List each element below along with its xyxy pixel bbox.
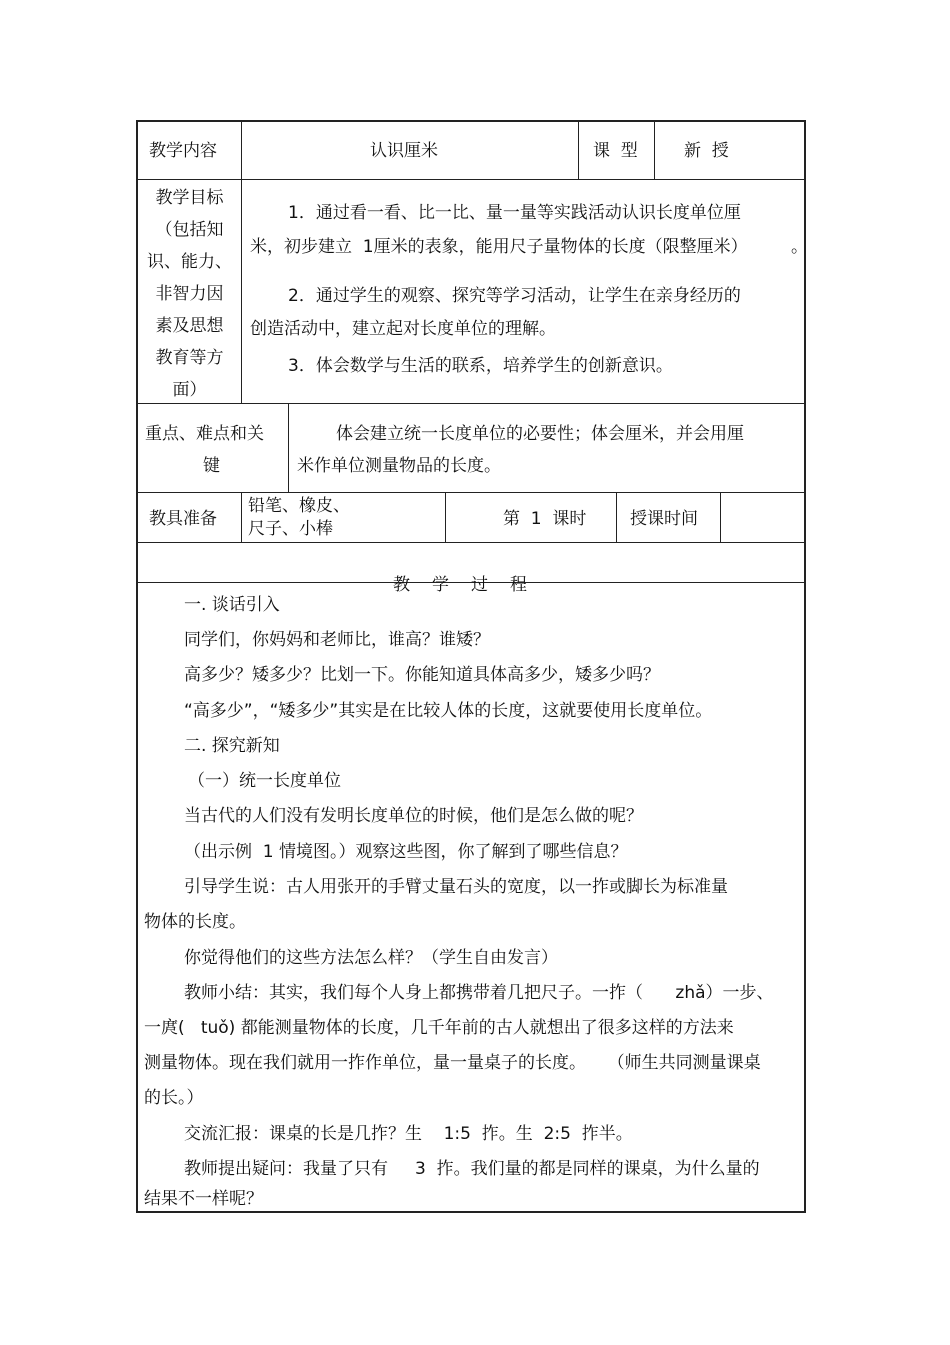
column-divider	[445, 492, 446, 542]
column-divider	[288, 403, 289, 492]
process-line: （一）统一长度单位	[188, 771, 341, 791]
process-line: 同学们，你妈妈和老师比，谁高？谁矮？	[184, 630, 490, 650]
content-value: 认识厘米	[370, 141, 438, 161]
key-points-label: 重点、难点和关	[145, 424, 264, 444]
process-title: 教学过程	[393, 575, 549, 595]
tools-value: 铅笔、橡皮、	[248, 496, 350, 516]
content-label: 教学内容	[149, 141, 217, 161]
goal-line: 。	[791, 237, 808, 257]
goals-label	[138, 182, 241, 406]
process-line: 一庹( tuǒ) 都能测量物体的长度，几千年前的古人就想出了很多这样的方法来	[144, 1018, 734, 1038]
process-line: 当古代的人们没有发明长度单位的时候，他们是怎么做的呢？	[184, 806, 643, 826]
lesson-count: 第 1 课时	[503, 509, 587, 529]
process-line: “高多少”，“矮多少”其实是在比较人体的长度，这就要使用长度单位。	[184, 701, 713, 721]
process-line: 引导学生说：古人用张开的手臂丈量石头的宽度，以一拃或脚长为标准量	[184, 877, 728, 897]
key-points-line: 体会建立统一长度单位的必要性；体会厘米，并会用厘	[336, 424, 744, 444]
key-points-label: 键	[203, 456, 220, 476]
process-line: 的长。）	[144, 1088, 204, 1108]
goals-label-line: 教育等方	[155, 348, 224, 368]
lesson-plan-table	[136, 120, 806, 1213]
process-line: 你觉得他们的这些方法怎么样？（学生自由发言）	[184, 948, 558, 968]
goals-label-line: 素及思想	[155, 316, 224, 336]
row-divider	[138, 179, 804, 180]
process-line: 高多少？矮多少？比划一下。你能知道具体高多少，矮多少吗？	[184, 665, 660, 685]
process-line: 教师提出疑问：我量了只有 3 拃。我们量的都是同样的课桌，为什么量的	[184, 1159, 760, 1179]
process-line: 二. 探究新知	[184, 736, 280, 756]
column-divider	[616, 492, 617, 542]
row-divider	[138, 542, 804, 543]
column-divider	[241, 122, 242, 403]
tools-label: 教具准备	[149, 509, 217, 529]
process-line: 教师小结：其实，我们每个人身上都携带着几把尺子。一拃（ zhǎ）一步、	[184, 983, 774, 1003]
row-divider	[138, 492, 804, 493]
column-divider	[578, 122, 579, 179]
goals-label-line: 面）	[172, 380, 207, 400]
goal-line: 3．体会数学与生活的联系，培养学生的创新意识。	[288, 356, 673, 376]
key-points-line: 米作单位测量物品的长度。	[297, 456, 501, 476]
goals-label-line: 识、能力、	[147, 252, 232, 272]
goals-label-line: 教学目标	[155, 188, 224, 208]
process-line: 一. 谈话引入	[184, 595, 280, 615]
process-line: 结果不一样呢？	[144, 1189, 263, 1209]
process-line: （出示例 1 情境图。）观察这些图，你了解到了哪些信息？	[184, 842, 628, 862]
goal-line: 2．通过学生的观察、探究等学习活动，让学生在亲身经历的	[288, 286, 741, 306]
tools-value: 尺子、小棒	[248, 519, 333, 539]
goal-line: 1．通过看一看、比一比、量一量等实践活动认识长度单位厘	[288, 203, 741, 223]
column-divider	[241, 492, 242, 542]
process-line: 测量物体。现在我们就用一拃作单位，量一量桌子的长度。 （师生共同测量课桌	[144, 1053, 761, 1073]
goals-label-line: 非智力因	[155, 284, 224, 304]
column-divider	[654, 122, 655, 179]
type-label: 课 型	[593, 141, 638, 161]
goal-line: 创造活动中，建立起对长度单位的理解。	[250, 319, 556, 339]
teaching-time-label: 授课时间	[630, 509, 698, 529]
process-line: 物体的长度。	[144, 912, 246, 932]
goal-line: 米，初步建立 1厘米的表象，能用尺子量物体的长度（限整厘米）	[250, 237, 748, 257]
column-divider	[720, 492, 721, 542]
goals-label-line: （包括知	[155, 220, 224, 240]
type-value: 新 授	[684, 141, 729, 161]
process-line: 交流汇报：课桌的长是几拃？生 1:5 拃。生 2:5 拃半。	[184, 1124, 633, 1144]
